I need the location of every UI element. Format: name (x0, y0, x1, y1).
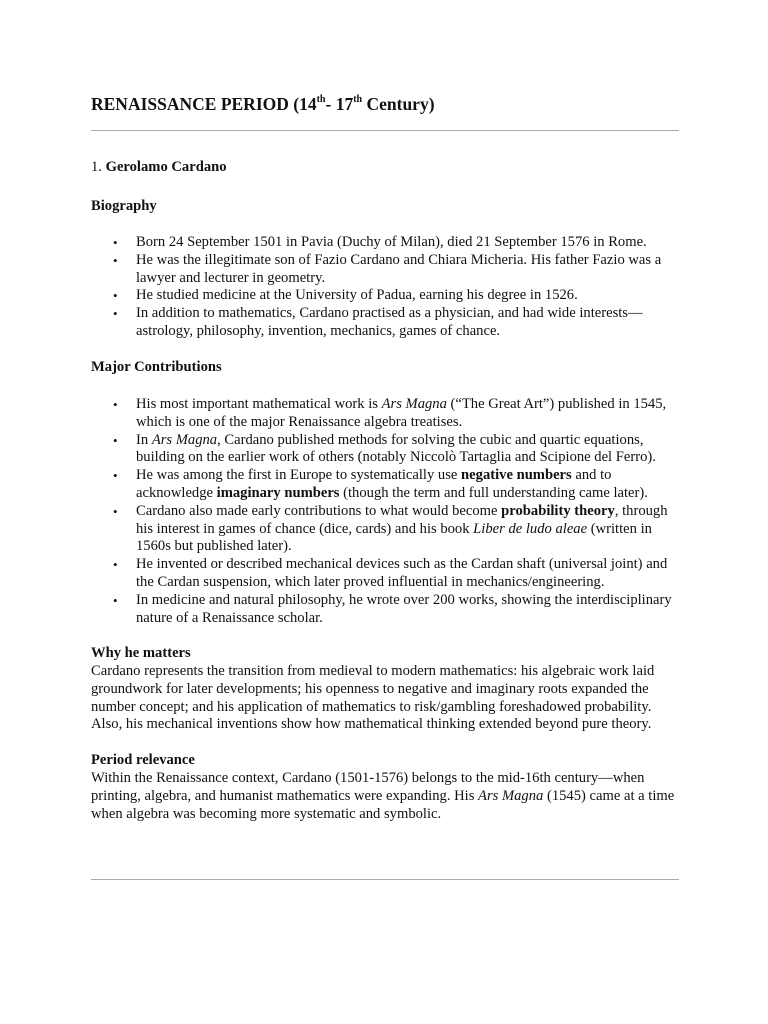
contributions-heading: Major Contributions (91, 359, 222, 375)
bullet-icon: • (113, 592, 118, 608)
contribution-item (91, 556, 681, 592)
key-term: probability theory (501, 502, 615, 519)
period-text: Within the Renaissance context, Cardano (1501-1576) belongs to the mid-16th century—when printing, algebra, and humanist mathematics were expanding. His (91, 770, 645, 804)
contribution-item (91, 503, 681, 556)
contribution-item (91, 467, 681, 503)
contribution-text: He invented or described mechanical devices such as the Cardan shaft (universal joint) and the Cardan suspension, which later proved influential in mechanics/engineering. (136, 556, 668, 590)
bullet-icon: • (113, 252, 118, 268)
contribution-text: He was among the first in Europe to systematically use (136, 467, 462, 484)
contribution-item (91, 592, 681, 628)
biography-item (91, 305, 681, 341)
biography-item-text: He studied medicine at the University of Padua, earning his degree in 1526. (136, 287, 578, 304)
biography-item (91, 252, 681, 288)
person-name: Gerolamo Cardano (105, 159, 227, 175)
top-divider (91, 130, 679, 131)
title-superscript-2: th (353, 94, 363, 106)
key-term: imaginary numbers (216, 484, 340, 501)
bullet-icon: • (113, 432, 118, 448)
biography-item (91, 234, 681, 252)
contribution-text: and to acknowledge (136, 467, 612, 501)
person-heading (91, 159, 681, 177)
period-paragraph (91, 770, 681, 823)
page-title (91, 93, 435, 115)
contributions-list (91, 396, 681, 627)
key-term: negative numbers (461, 467, 572, 484)
biography-list (91, 234, 681, 341)
contribution-text: (written in 1560s but published later). (136, 520, 652, 555)
title-end: Century) (362, 94, 435, 114)
biography-item-text: Born 24 September 1501 in Pavia (Duchy of Milan), died 21 September 1576 in Rome. (136, 234, 647, 250)
book-title: Ars Magna (478, 787, 544, 804)
contribution-text: His most important mathematical work is (136, 396, 382, 412)
bullet-icon: • (113, 503, 118, 519)
contribution-text: In (136, 431, 152, 448)
book-title: Liber de ludo aleae (473, 520, 588, 537)
biography-item-text: In addition to mathematics, Cardano practised as a physician, and had wide interests—astrology, philosophy, invention, mechanics, games of chance. (136, 305, 643, 339)
bullet-icon: • (113, 468, 118, 484)
bullet-icon: • (113, 557, 118, 573)
period-heading: Period relevance (91, 752, 195, 768)
bullet-icon: • (113, 235, 118, 250)
person-number: 1. (91, 159, 106, 175)
contribution-text: (though the term and full understanding came later). (339, 484, 648, 501)
contribution-text: Cardano also made early contributions to what would become (136, 502, 502, 519)
biography-item (91, 287, 681, 305)
contribution-text: In medicine and natural philosophy, he wrote over 200 works, showing the interdisciplinary nature of a Renaissance scholar. (136, 591, 672, 626)
title-middle: - 17 (325, 94, 354, 114)
why-paragraph: Cardano represents the transition from medieval to modern mathematics: his algebraic work laid groundwork for later developments; his openness to negative and imaginary roots expanded the number concept; and his application of mathematics to risk/gambling foreshadowed probability. Also, his mechanical inventions show how mathematical thinking extended beyond pure theory. (91, 663, 655, 733)
contribution-item (91, 396, 681, 432)
bullet-icon: • (113, 288, 118, 304)
biography-item-text: He was the illegitimate son of Fazio Cardano and Chiara Micheria. His father Fazio was a lawyer and lecturer in geometry. (136, 251, 662, 286)
why-heading: Why he matters (91, 645, 191, 661)
period-text: (1545) came at a time when algebra was becoming more systematic and symbolic. (91, 787, 675, 822)
bullet-icon: • (113, 397, 118, 412)
contribution-item (91, 432, 681, 468)
contribution-text: , through his interest in games of chance (dice, cards) and his book (136, 502, 668, 537)
bottom-divider (91, 879, 679, 880)
title-superscript-1: th (316, 94, 326, 106)
title-start: RENAISSANCE PERIOD (14 (91, 94, 317, 114)
contribution-text: , Cardano published methods for solving the cubic and quartic equations, building on the earlier work of others (notably Niccolò Tartaglia and Scipione del Ferro). (136, 431, 656, 466)
bullet-icon: • (113, 306, 118, 322)
contribution-text: (“The Great Art”) published in 1545, which is one of the major Renaissance algebra treatises. (136, 396, 667, 430)
biography-heading: Biography (91, 198, 157, 214)
book-title: Ars Magna (381, 396, 447, 412)
book-title: Ars Magna (151, 431, 218, 448)
